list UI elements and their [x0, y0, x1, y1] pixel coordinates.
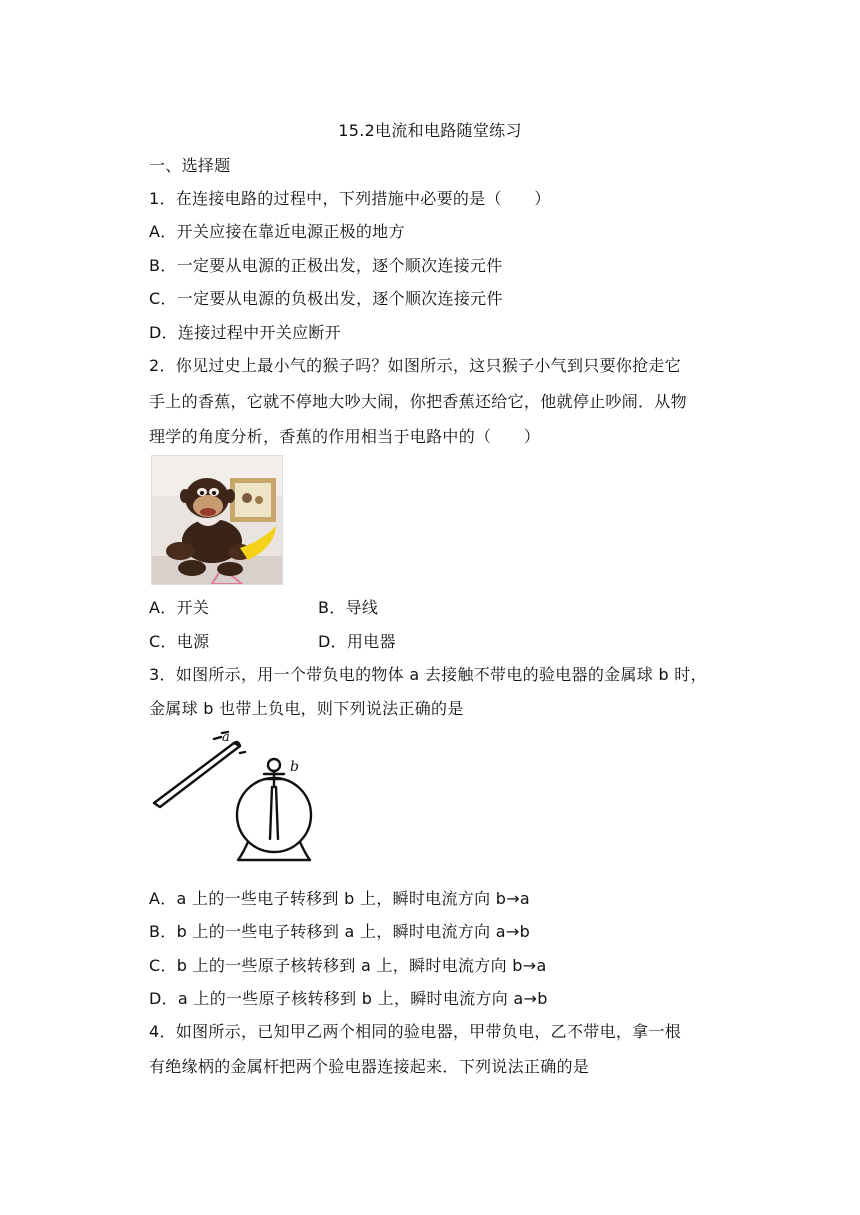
q4-stem-line-2: 有绝缘柄的金属杆把两个验电器连接起来．下列说法正确的是 — [149, 1057, 590, 1076]
electroscope-figure — [150, 727, 320, 867]
q2-option-a: A．开关 — [149, 598, 210, 617]
q1-option-a: A．开关应接在靠近电源正极的地方 — [149, 222, 405, 241]
q3-option-a: A．a 上的一些电子转移到 b 上，瞬时电流方向 b→a — [149, 889, 531, 908]
monkey-photo — [151, 455, 283, 585]
q3-option-b: B．b 上的一些电子转移到 a 上，瞬时电流方向 a→b — [149, 922, 531, 941]
q1-stem: 1．在连接电路的过程中，下列措施中必要的是（ ） — [149, 189, 551, 208]
q2-option-b: B．导线 — [318, 598, 379, 617]
q3-option-c: C．b 上的一些原子核转移到 a 上，瞬时电流方向 b→a — [149, 956, 547, 975]
q4-stem-line-1: 4．如图所示，已知甲乙两个相同的验电器，甲带负电，乙不带电，拿一根 — [149, 1022, 682, 1041]
q1-option-b: B．一定要从电源的正极出发，逐个顺次连接元件 — [149, 256, 503, 275]
q2-option-c: C．电源 — [149, 632, 210, 651]
q3-stem-line-2: 金属球 b 也带上负电，则下列说法正确的是 — [149, 699, 464, 718]
q3-option-d: D．a 上的一些原子核转移到 b 上，瞬时电流方向 a→b — [149, 989, 548, 1008]
q1-option-c: C．一定要从电源的负极出发，逐个顺次连接元件 — [149, 289, 503, 308]
q2-stem-line-2: 手上的香蕉，它就不停地大吵大闹，你把香蕉还给它，他就停止吵闹．从物 — [149, 392, 687, 411]
section-heading: 一、选择题 — [149, 156, 231, 175]
figure-label-a: a — [222, 730, 230, 745]
q3-stem-line-1: 3．如图所示，用一个带负电的物体 a 去接触不带电的验电器的金属球 b 时， — [149, 665, 707, 684]
q2-option-d: D．用电器 — [318, 632, 396, 651]
q2-stem-line-1: 2．你见过史上最小气的猴子吗？如图所示，这只猴子小气到只要你抢走它 — [149, 356, 682, 375]
figure-label-b: b — [290, 759, 299, 775]
page-title: 15.2电流和电路随堂练习 — [338, 121, 522, 140]
q2-stem-line-3: 理学的角度分析，香蕉的作用相当于电路中的（ ） — [149, 427, 541, 446]
q1-option-d: D．连接过程中开关应断开 — [149, 323, 341, 342]
